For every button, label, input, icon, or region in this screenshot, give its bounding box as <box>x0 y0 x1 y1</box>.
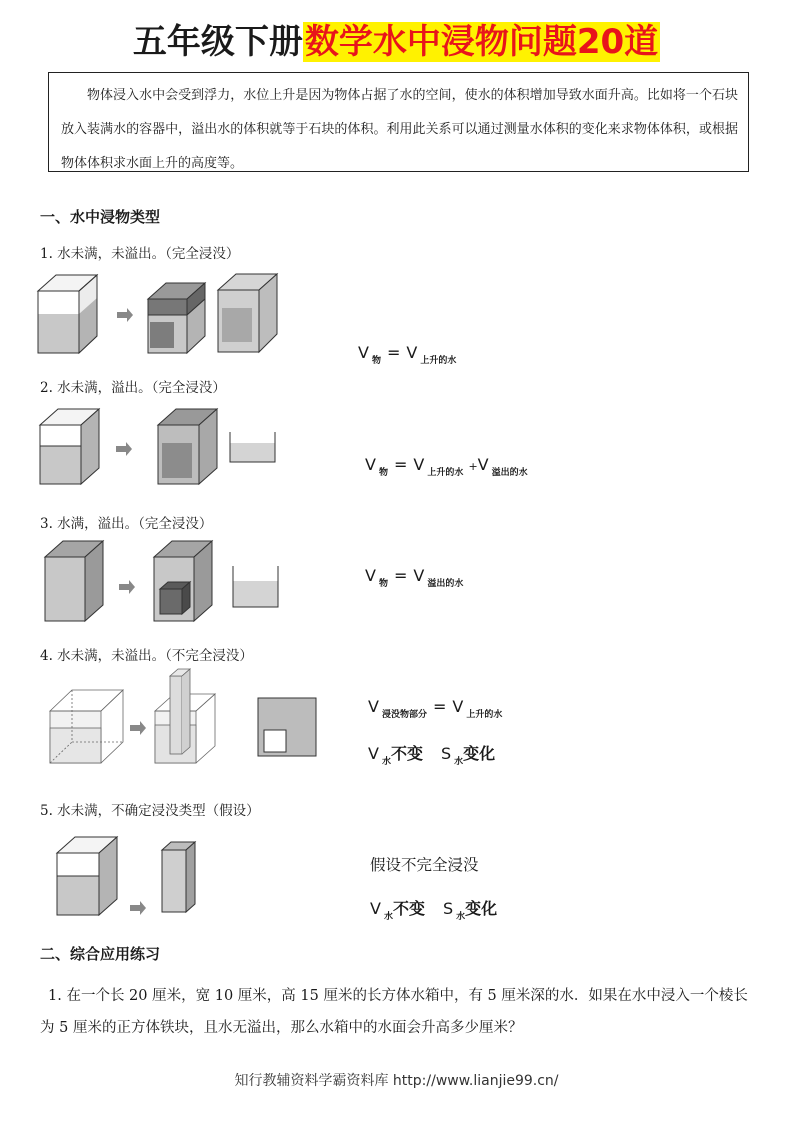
case3-label: 3. 水满，溢出。（完全浸没） <box>40 516 213 532</box>
section2-heading: 二、综合应用练习 <box>40 945 161 963</box>
case2-label: 2. 水未满，溢出。（完全浸没） <box>40 380 226 396</box>
case4-line2: V $_水$不变 S $_水$变化 <box>368 744 496 767</box>
case5-container <box>57 837 117 915</box>
case5-rod <box>162 842 195 912</box>
case4-formula: V $_{浸没物部分}$ = V $_{上升的水}$ <box>368 697 503 720</box>
case1-formula: V $_物$ = V $_{上升的水}$ <box>358 343 457 366</box>
case5-label: 5. 水未满，不确定浸没类型（假设） <box>40 803 260 819</box>
case5-assume: 假设不完全浸没 <box>370 856 479 874</box>
section1-heading: 一、水中浸物类型 <box>40 208 161 226</box>
case2-formula: V $_物$ = V $_{上升的水}$ +V $_{溢出的水}$ <box>365 455 528 478</box>
case1-label: 1. 水未满，未溢出。（完全浸没） <box>40 246 240 262</box>
arrow-icon <box>130 901 146 915</box>
question-1: 1. 在一个长 20 厘米，宽 10 厘米，高 15 厘米的长方体水箱中，有 5 厘米深的水．如果在水中浸入一个棱长为 5 厘米的正方体铁块，且水无溢出，那么水箱中的水面会升高多少厘米？ <box>40 988 748 1036</box>
case3-formula: V $_物$ = V $_{溢出的水}$ <box>365 566 464 589</box>
title-highlight: 数学水中浸物问题20道 <box>304 22 659 62</box>
case5-line2: V $_水$不变 S $_水$变化 <box>370 899 498 922</box>
intro-box: 物体浸入水中会受到浮力，水位上升是因为物体占据了水的空间，使水的体积增加导致水面升高。比如将一个石块放入装满水的容器中，溢出水的体积就等于石块的体积。利用此关系可以通过测量水体积的变化来求物体体积，或根据物体体积求水面上升的高度等。 <box>48 72 749 172</box>
case4-label: 4. 水未满，未溢出。（不完全浸没） <box>40 648 253 664</box>
title-plain: 五年级下册 <box>132 22 303 62</box>
footer-source: 知行教辅资料学霸资料库 http://www.lianjie99.cn/ <box>234 1073 559 1089</box>
